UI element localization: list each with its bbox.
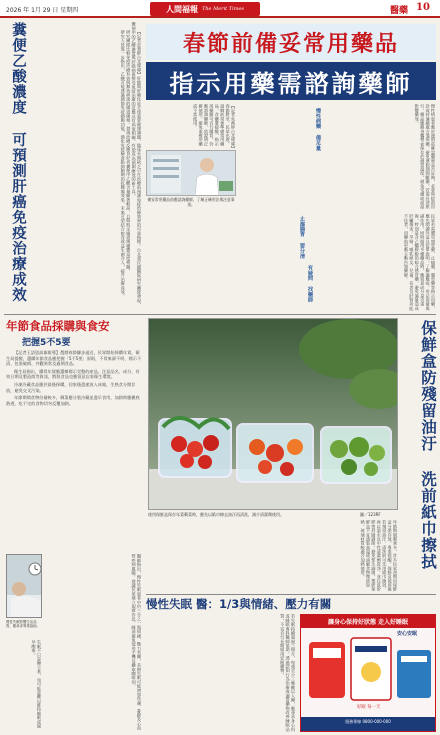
ad-title: 讓身心保持好狀態 走入好睡眠 bbox=[301, 615, 435, 628]
main-headline: 春節前備妥常用藥品 bbox=[146, 24, 436, 60]
page-number: 10 bbox=[416, 2, 430, 13]
paragraph: 【記者雷秉群台北報導】肝癌與肝硬化是全球重要健康議題，臨床長期缺乏可在治療前預測免疫治療效果的可靠指標。台北榮民總醫院研究團隊發現，糞便中的乙酸濃度與肝癌病患接受免疫治療的反應具有高度相關，有望成為預測療效的新工具。 bbox=[131, 22, 142, 307]
main-body-upper: 慢性病患者應於連假前確認藥量是否足夠，必要時提前回診或持連續處方箋領藥，避免連假期間斷藥。若需長途旅行，藥品應隨身攜帶並保存於適當溫度，避免受潮或高溫影響藥效。 bbox=[414, 104, 436, 209]
paragraph: 冷凍冷藏食品應於最後採購，回家後盡速放入冰箱，生熟食分開存放，避免交叉污染。 bbox=[6, 381, 136, 393]
container-photo-caption: 使用保鮮盒保存年菜剩菜時，應先以紙巾擦去油汙再清洗，減少清潔劑使用。 bbox=[148, 512, 284, 517]
sleep-article-aside: 失眠不只是睡不著，也可能是難以維持睡眠或過早醒來。 bbox=[31, 640, 42, 728]
main-intro: 【記者吳燕婷台北報導】春節將至，民眾出遊、返鄉前常會準備常用藥品，食藥署提醒，指示用藥雖可自行購買，仍應諮詢藥師，依說明正確使用，避免重複用藥或不當使用。 bbox=[193, 104, 236, 148]
logo-english: The Merit Times bbox=[202, 6, 244, 12]
advertisement[interactable] bbox=[300, 614, 436, 732]
food-article-title: 年節食品採購與食安 bbox=[6, 319, 110, 333]
newspaper-logo bbox=[150, 2, 260, 16]
paragraph: 【記者王語恩高雄報導】農曆春節腳步逼近，民眾開始採購年貨，衛生局提醒，選購年節食品應把握「5不5要」原則，不買來源不明、標示不清、包裝破損、外觀異常及過期食品。 bbox=[6, 350, 142, 367]
main-subheadline: 指示用藥需諮詢藥師 bbox=[146, 62, 436, 100]
main-subhead-2: 止瀉腸胃 要分清 bbox=[299, 216, 305, 259]
ad-footer: 服務專線 0800-000-000 bbox=[301, 717, 435, 731]
sleep-article-headline: 慢性失眠 醫：1/3與情緒、壓力有關 bbox=[146, 597, 332, 611]
ad-product-name: 安心安眠 bbox=[397, 631, 418, 637]
paragraph: 年節期間食物份量較多，剩菜應分裝冷藏並盡早食用，加熱時應徹底熱透，吃不完的食物切勿反覆加熱。 bbox=[6, 395, 140, 406]
paragraph: 衛生局指出，購買年貨應選擇標示完整的產品，注意品名、成分、有效日期及製造商等資訊，散裝食品也應留意店家衛生環境。 bbox=[6, 368, 140, 380]
sleep-article-body-right: 若失眠持續超過三個月，每週至少三晚難以入睡，應尋求身心科或睡眠專科醫師協助，透過認知行為治療或適當藥物改善睡眠品質，不宜自行長期服用安眠藥物。 bbox=[280, 614, 296, 732]
section-name: 醫藥 bbox=[390, 6, 409, 16]
food-article-subtitle: 把握5不5要 bbox=[22, 338, 71, 348]
container-article-headline: 保鮮盒防殘留油汙 洗前紙巾擦拭 bbox=[419, 320, 437, 570]
pharmacist-photo-caption: 備妥常用藥品前應諮詢藥師，了解正確用法與注意事項。 bbox=[147, 197, 235, 207]
main-body-lower: 民眾若需購買感冒藥、止痛藥、腸胃藥等指示用藥，應先閱讀外盒及仿單說明，了解適應症、用法用量與副作用。同時服用多種藥品時，應留意成分是否重複，特別是含乙醯胺酚的綜合感冒藥，避免過量造成肝臟傷害。孕婦、哺乳婦女、兒童、長者及肝腎功能不佳者，用藥前更應主動告知藥師。 bbox=[403, 214, 436, 311]
left-article-headline: 糞便乙酸濃度 可預測肝癌免疫治療成效 bbox=[10, 22, 26, 303]
paragraph: 研究人員進一步指出，乙酸可能透過調節免疫細胞功能，強化免疫檢查點抑制劑的抗腫瘤效果，未來可望結合飲食或益生菌介入，提升治療成效。 bbox=[120, 30, 126, 299]
ad-slogan: 好眠 每一天 bbox=[357, 705, 381, 710]
sleep-photo-caption: 慢性失眠影響生活品質，應尋求專業協助。 bbox=[6, 620, 40, 629]
container-article-body: 年節期間剩菜多，許多民眾習慣用保鮮盒分裝存放。專家提醒，保鮮盒使用後若殘留油汙，清洗前可先用紙巾擦拭，再以溫水及中性清潔劑洗淨，並注意矽膠密封圈縫隙，避免孳生細菌。塑膠保鮮盒不宜盛裝高溫或油膩食物微波加熱，玻璃材質較適合加熱使用。 bbox=[360, 520, 398, 592]
left-article-body bbox=[30, 22, 142, 312]
food-article-body bbox=[6, 350, 142, 552]
sleep-photo bbox=[6, 554, 42, 618]
logo-chinese: 人間福報 bbox=[166, 3, 198, 14]
pharmacist-photo bbox=[146, 150, 236, 196]
food-container-photo bbox=[148, 318, 398, 510]
ad-body bbox=[301, 628, 435, 718]
main-subhead-1: 慢性病藥 備足量 bbox=[315, 108, 321, 151]
photo-credit: 圖／123RF bbox=[360, 512, 381, 517]
section-divider bbox=[146, 594, 436, 595]
paragraph: 研究團隊比較免疫治療有效與無效病患的腸道菌相，發現治療反應良好者糞便中乙酸含量顯著較高，且與特定腸道菌種豐富度相關。 bbox=[126, 30, 132, 274]
issue-date: 2026 年 1月 29 日 星期四 bbox=[6, 7, 79, 14]
section-divider bbox=[4, 314, 436, 315]
sleep-article-body-left: 醫師指出，慢性失眠患者中約三分之一與情緒、壓力有關，長期失眠可能增加焦慮、憂鬱及心血管疾病風險，建議民眾建立規律作息，睡前避免使用手機及攝取咖啡因。 bbox=[131, 554, 142, 730]
main-subhead-3: 有疑問 找藥師 bbox=[307, 265, 313, 303]
